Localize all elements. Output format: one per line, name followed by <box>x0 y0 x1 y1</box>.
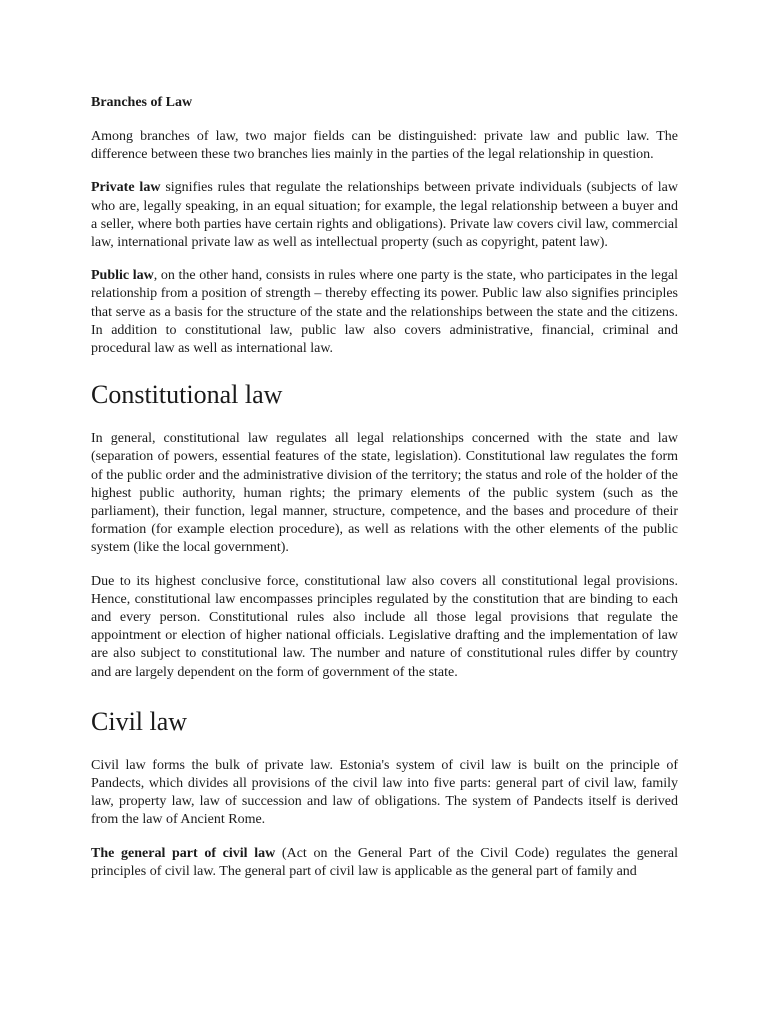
public-law-text: , on the other hand, consists in rules where one party is the state, who participates in the legal relationship from a position of strength – thereby effecting its power. Public law also signifies principles that serve as a basis for the structure of the state and the relationships between the state and the citizens. In addition to constitutional law, public law also covers administrative, financial, criminal and procedural law as well as international law. <box>91 268 679 357</box>
constitutional-paragraph-2: Due to its highest conclusive force, constitutional law also covers all constitutional legal provisions. Hence, constitutional law encompasses principles regulated by the constitution that are binding to each and every person. Constitutional rules also include all those legal provisions that regulate the appointment or election of higher national officials. Legislative drafting and the implementation of law are also subject to constitutional law. The number and nature of constitutional rules differ by country and are largely dependent on the form of government of the state. <box>91 573 678 680</box>
general-part-term: The general part of civil law <box>91 845 276 861</box>
private-law-term: Private law <box>91 180 161 196</box>
intro-paragraph: Among branches of law, two major fields can be distinguished: private law and public law. The difference between these two branches lies mainly in the parties of the legal relationship in question. <box>91 129 678 163</box>
document-title: Branches of Law <box>91 95 193 110</box>
civil-paragraph-1: Civil law forms the bulk of private law. Estonia's system of civil law is built on the principle of Pandects, which divides all provisions of the civil law into five parts: general part of civil law, family law, property law, law of succession and law of obligations. The system of Pandects itself is derived from the law of Ancient Rome. <box>91 757 678 828</box>
general-part-paragraph <box>91 845 678 881</box>
civil-law-heading: Civil law <box>91 706 188 736</box>
public-law-term: Public law <box>91 268 154 284</box>
private-law-text: signifies rules that regulate the relationships between private individuals (subjects of law who are, legally speaking, in an equal situation; for example, the legal relationship between a buyer and a seller, where both parties have certain rights and obligations). Private law covers civil law, commercial law, international private law as well as intellectual property (such as copyright, patent law). <box>91 180 678 251</box>
general-part-text: (Act on the General Part of the Civil Code) regulates the general principles of civil law. The general part of civil law is applicable as the general part of family and <box>91 845 678 879</box>
constitutional-paragraph-1: In general, constitutional law regulates all legal relationships concerned with the state and law (separation of powers, essential features of the state, legislation). Constitutional law regulates the form of the public order and the administrative division of the territory; the status and role of the holder of the highest public authority, human rights; the primary elements of the public system (such as the parliament), their function, legal manner, structure, competence, and the bases and procedure of their formation (for example election procedure), as well as relations with the other elements of the public system (like the local government). <box>91 431 678 556</box>
document-page <box>91 94 678 896</box>
public-law-paragraph <box>91 267 678 358</box>
private-law-paragraph <box>91 179 678 252</box>
constitutional-law-heading: Constitutional law <box>91 380 283 410</box>
